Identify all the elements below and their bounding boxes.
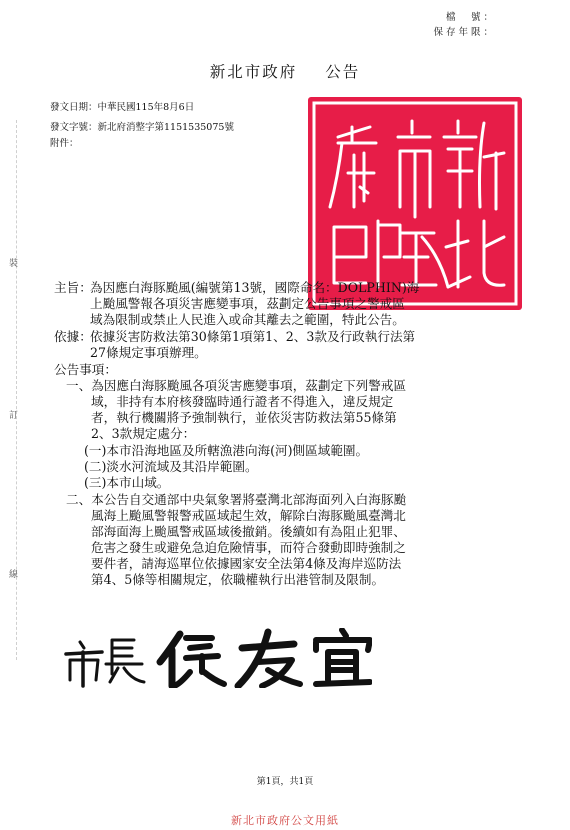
sub-item-1: (一)本市沿海地區及所轄漁港向海(河)側區域範圍。 (84, 443, 369, 458)
item2-line-3: 部海面海上颱風警戒區域後撤銷。後續如有為阻止犯罪、 (91, 524, 406, 539)
sub-item-3: (三)本市山域。 (84, 475, 170, 490)
item1-line-3: 者，執行機關將予強制執行，並依災害防救法第55條第 (91, 410, 397, 425)
binding-mark-top: 裝 (9, 259, 19, 269)
basis-line-2: 27條規定事項辦理。 (90, 345, 207, 360)
item2-line-5: 要件者，請海巡單位依據國家安全法第4條及海岸巡防法 (91, 556, 402, 571)
attachment-label: 附件： (50, 138, 79, 149)
title-org: 新北市政府 (209, 63, 298, 81)
retention-label: 保存年限： (433, 27, 496, 38)
binding-mark-bottom: 線 (9, 570, 19, 580)
basis-label: 依據： (54, 329, 92, 344)
item2-line-4: 危害之發生或避免急迫危險情事，而符合發動即時強制之 (91, 540, 406, 555)
item2-line-2: 風海上颱風警報警戒區域起生效，解除白海豚颱風臺灣北 (91, 508, 406, 523)
archive-no-label: 檔 號： (445, 12, 496, 23)
letterhead-brand: 新北市政府公文用紙 (231, 814, 339, 827)
issue-date: 發文日期：中華民國115年8月6日 (50, 102, 195, 113)
binding-mark-middle: 訂 (9, 411, 19, 421)
page-number: 第1頁，共1頁 (256, 777, 314, 787)
subject-label: 主旨： (54, 280, 92, 295)
mayor-signature (62, 628, 372, 688)
item1-line-1: 一、為因應白海豚颱風各項災害應變事項，茲劃定下列警戒區 (66, 378, 407, 393)
item1-line-4: 2、3款規定處分： (91, 426, 196, 441)
sub-item-2: (二)淡水河流域及其沿岸範圍。 (84, 459, 258, 474)
subject-line-2: 上颱風警報各項災害應變事項，茲劃定公告事項之警戒區 (90, 296, 405, 311)
subject-line-1: 為因應白海豚颱風(編號第13號，國際命名：DOLPHIN)海 (90, 280, 420, 295)
item2-line-1: 二、本公告自交通部中央氣象署將臺灣北部海面列入白海豚颱 (66, 492, 407, 507)
matters-label: 公告事項： (54, 362, 117, 377)
issue-number: 發文字號：新北府消整字第1151535075號 (50, 122, 234, 133)
item2-line-6: 第4、5條等相關規定，依職權執行出港管制及限制。 (91, 572, 385, 587)
title-doc-type: 公告 (325, 63, 361, 81)
signature-calligraphy (62, 628, 372, 688)
item1-line-2: 域，非持有本府核發臨時通行證者不得進入，違反規定 (91, 394, 394, 409)
basis-line-1: 依據災害防救法第30條第1項第1、2、3款及行政執行法第 (90, 329, 416, 344)
subject-line-3: 域為限制或禁止人民進入或命其離去之範圍，特此公告。 (90, 312, 405, 327)
